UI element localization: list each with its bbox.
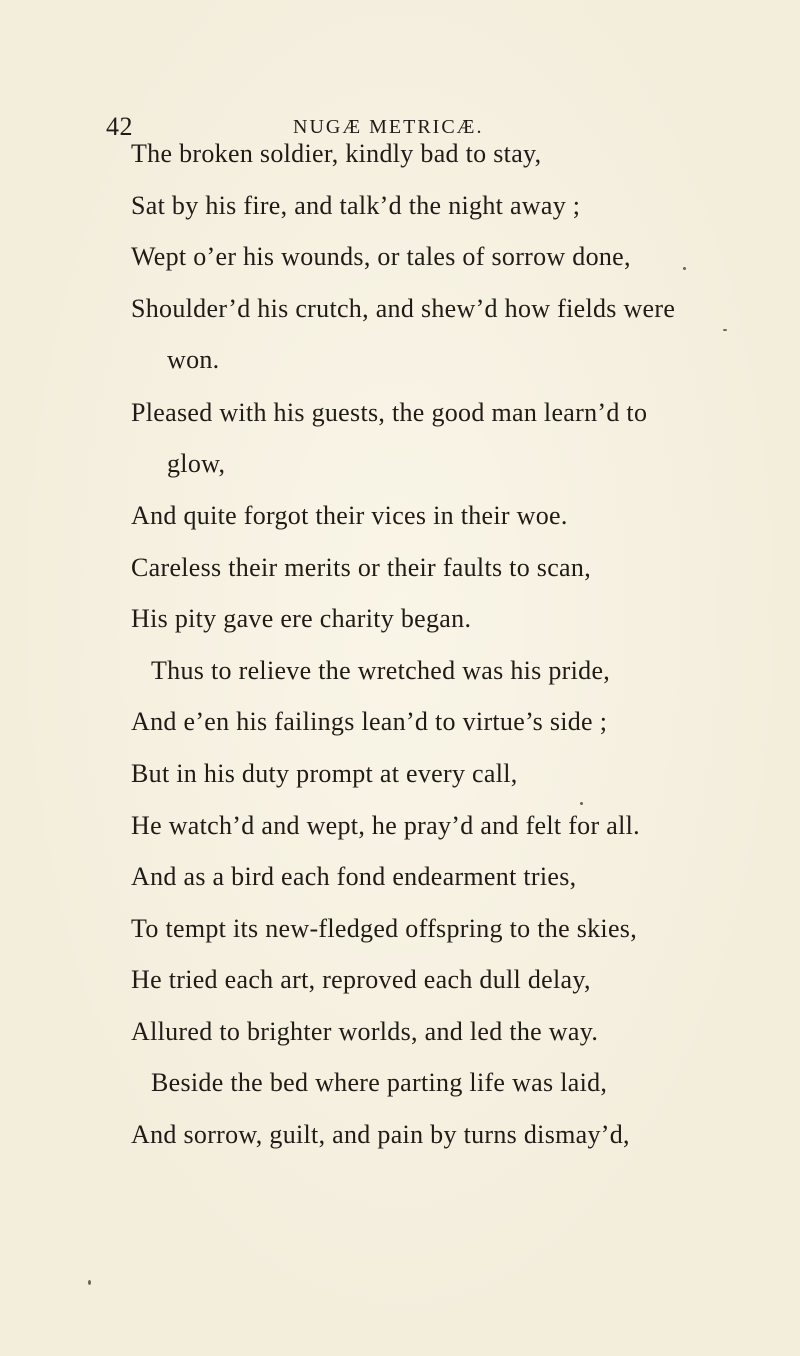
poem-line: And quite forgot their vices in their woe. <box>131 501 568 530</box>
poem-line-indented: Thus to relieve the wretched was his pride, <box>151 656 611 685</box>
paper-speck <box>683 267 686 270</box>
running-title: NUGÆ METRICÆ. <box>293 116 484 138</box>
paper-speck <box>723 329 727 331</box>
poem-line: Pleased with his guests, the good man learn’d to <box>131 398 648 427</box>
poem-line: Shoulder’d his crutch, and shew’d how fields were <box>131 294 676 323</box>
poem-line: To tempt its new-fledged offspring to the skies, <box>131 914 638 943</box>
poem-line: Sat by his fire, and talk’d the night away ; <box>131 191 581 220</box>
poem-line: But in his duty prompt at every call, <box>131 759 518 788</box>
poem-line: Wept o’er his wounds, or tales of sorrow done, <box>131 242 631 271</box>
poem-line: And e’en his failings lean’d to virtue’s side ; <box>131 707 608 736</box>
poem-line-continuation: won. <box>167 345 220 374</box>
poem-line: Careless their merits or their faults to scan, <box>131 553 592 582</box>
poem-line: He tried each art, reproved each dull delay, <box>131 965 591 994</box>
paper-speck <box>88 1280 91 1285</box>
poem-line: And sorrow, guilt, and pain by turns dismay’d, <box>131 1120 630 1149</box>
page-number: 42 <box>106 112 133 141</box>
paper-speck <box>580 802 583 805</box>
poem-line: And as a bird each fond endearment tries, <box>131 862 577 891</box>
poem-line: The broken soldier, kindly bad to stay, <box>131 139 542 168</box>
poem-line: Allured to brighter worlds, and led the way. <box>131 1017 599 1046</box>
poem-line-indented: Beside the bed where parting life was laid, <box>151 1068 608 1097</box>
poem-line: He watch’d and wept, he pray’d and felt for all. <box>131 811 640 840</box>
poem-line-continuation: glow, <box>167 449 226 478</box>
poem-line: His pity gave ere charity began. <box>131 604 472 633</box>
